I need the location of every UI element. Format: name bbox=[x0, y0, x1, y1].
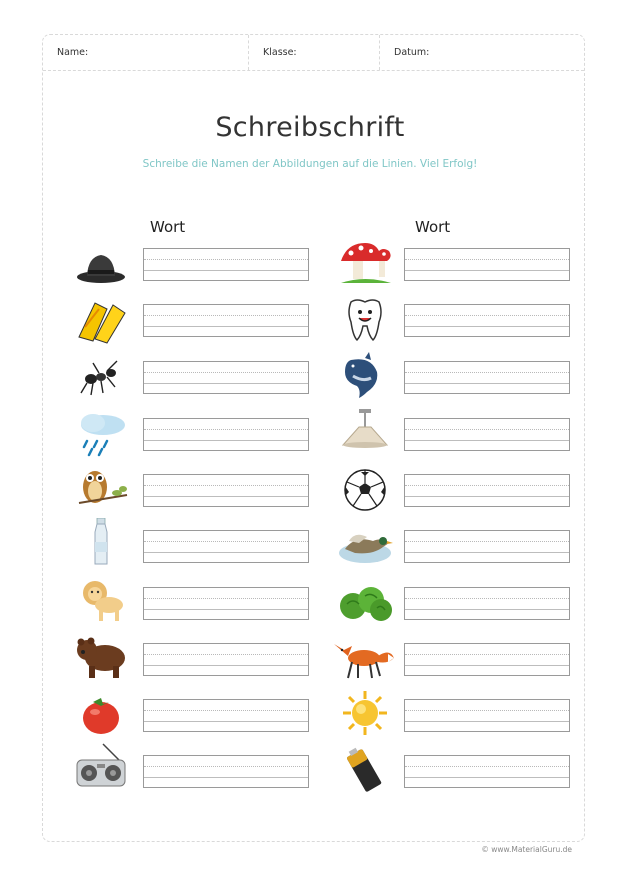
left-column-heading: Wort bbox=[150, 218, 186, 236]
writing-lines-6[interactable] bbox=[143, 530, 309, 563]
writing-lines-2[interactable] bbox=[143, 304, 309, 337]
soccer-ball-icon bbox=[337, 466, 393, 514]
mushroom-icon bbox=[337, 239, 393, 287]
name-field[interactable] bbox=[43, 35, 249, 70]
bottle-icon bbox=[73, 518, 129, 566]
writing-lines-1[interactable] bbox=[143, 248, 309, 281]
writing-lines-15[interactable] bbox=[404, 474, 570, 507]
lettuce-icon bbox=[337, 578, 393, 626]
dolphin-icon bbox=[337, 352, 393, 400]
writing-lines-20[interactable] bbox=[404, 755, 570, 788]
name-label: Name: bbox=[57, 47, 89, 58]
flippers-icon bbox=[73, 297, 129, 345]
writing-lines-4[interactable] bbox=[143, 418, 309, 451]
writing-lines-13[interactable] bbox=[404, 361, 570, 394]
writing-lines-7[interactable] bbox=[143, 587, 309, 620]
page-title: Schreibschrift bbox=[215, 112, 405, 143]
sun-icon bbox=[337, 689, 393, 737]
right-column-heading: Wort bbox=[415, 218, 451, 236]
writing-lines-18[interactable] bbox=[404, 643, 570, 676]
duck-icon bbox=[337, 521, 393, 569]
ant-icon bbox=[73, 353, 129, 401]
battery-icon bbox=[337, 746, 393, 794]
hat-icon bbox=[73, 241, 129, 289]
header-row bbox=[43, 35, 584, 71]
writing-lines-8[interactable] bbox=[143, 643, 309, 676]
writing-lines-14[interactable] bbox=[404, 418, 570, 451]
fox-icon bbox=[330, 634, 396, 682]
rain-cloud-icon bbox=[73, 409, 129, 457]
page-subtitle: Schreibe die Namen der Abbildungen auf die Linien. Viel Erfolg! bbox=[142, 158, 478, 170]
datum-field[interactable] bbox=[380, 35, 584, 70]
klasse-label: Klasse: bbox=[263, 47, 297, 58]
tooth-icon bbox=[337, 296, 393, 344]
tomato-icon bbox=[73, 690, 129, 738]
writing-lines-11[interactable] bbox=[404, 248, 570, 281]
klasse-field[interactable] bbox=[249, 35, 380, 70]
footer-copyright: © www.MaterialGuru.de bbox=[481, 845, 572, 854]
bear-icon bbox=[73, 632, 129, 680]
writing-lines-3[interactable] bbox=[143, 361, 309, 394]
datum-label: Datum: bbox=[394, 47, 430, 58]
radio-icon bbox=[73, 742, 129, 790]
ceiling-lamp-icon bbox=[337, 409, 393, 457]
writing-lines-10[interactable] bbox=[143, 755, 309, 788]
writing-lines-19[interactable] bbox=[404, 699, 570, 732]
owl-icon bbox=[73, 463, 129, 511]
writing-lines-5[interactable] bbox=[143, 474, 309, 507]
writing-lines-12[interactable] bbox=[404, 304, 570, 337]
writing-lines-9[interactable] bbox=[143, 699, 309, 732]
lion-icon bbox=[73, 577, 129, 625]
writing-lines-17[interactable] bbox=[404, 587, 570, 620]
writing-lines-16[interactable] bbox=[404, 530, 570, 563]
